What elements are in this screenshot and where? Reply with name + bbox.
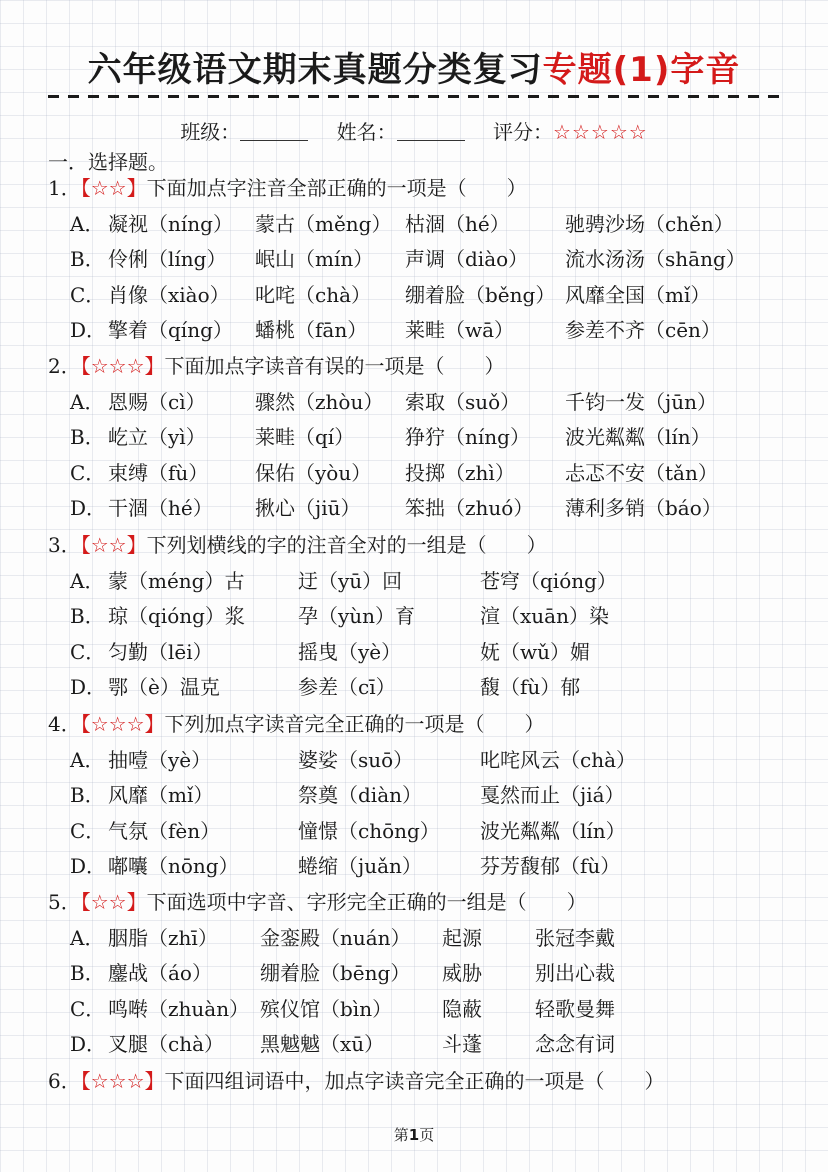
difficulty-stars: 【☆☆☆】 [80,354,165,378]
option-item: 狰狞（níng） [405,425,530,450]
option-item: 孕（yùn）育 [298,604,416,629]
option-item: 投掷（zhì） [405,460,515,485]
option-item: 参差（cī） [298,675,396,700]
student-info-bar [0,116,828,145]
question-stem [48,174,527,202]
option-letter[interactable]: B． [70,425,105,450]
question-stem [48,710,545,738]
option-item: 叱咤（chà） [255,282,372,307]
option-letter[interactable]: B． [70,604,105,629]
footer-suffix: 页 [419,1126,435,1144]
name-label: 姓名： [336,120,397,144]
option-letter[interactable]: C． [70,639,106,664]
question-text: 下列加点字读音完全正确的一项是（ ） [164,712,545,736]
option-letter[interactable]: A． [70,747,105,772]
option-item: 保佑（yòu） [255,460,372,485]
option-item: 莱畦（qí） [255,425,355,450]
option-letter[interactable]: B． [70,247,105,272]
option-item: 驰骋沙场（chěn） [565,211,734,236]
option-item: 伶俐（líng） [108,247,227,272]
option-item: 枯涸（hé） [405,211,510,236]
option-item: 祭奠（diàn） [298,783,423,808]
option-letter[interactable]: C． [70,818,106,843]
option-letter[interactable]: B． [70,783,105,808]
option-item: 隐蔽 [442,996,482,1021]
option-item: 轻歌曼舞 [535,996,615,1021]
option-item: 蒙（méng）古 [108,568,245,593]
option-item: 威胁 [442,961,482,986]
question-stem [48,531,547,559]
option-item: 绷着脸（běng） [405,282,556,307]
option-item: 迂（yū）回 [298,568,403,593]
option-letter[interactable]: D． [70,675,107,700]
option-item: 干涸（hé） [108,496,213,521]
option-item: 芬芳馥郁（fù） [480,854,621,879]
option-item: 蟠桃（fān） [255,318,368,343]
class-blank[interactable] [240,122,308,141]
option-item: 波光粼粼（lín） [565,425,711,450]
question-stem [48,888,587,916]
option-item: 嘟囔（nōng） [108,854,239,879]
question-text: 下面加点字读音有误的一项是（ ） [164,354,505,378]
option-item: 肖像（xiào） [108,282,230,307]
class-label: 班级： [180,120,241,144]
option-item: 擎着（qíng） [108,318,233,343]
question-stem [48,352,505,380]
option-item: 索取（suǒ） [405,389,521,414]
option-item: 揪心（jiū） [255,496,361,521]
option-item: 鏖战（áo） [108,961,212,986]
option-item: 恩赐（cì） [108,389,206,414]
option-letter[interactable]: D． [70,496,107,521]
option-item: 忐忑不安（tǎn） [565,460,718,485]
option-item: 胭脂（zhī） [108,925,218,950]
option-item: 薄利多销（báo） [565,496,722,521]
option-item: 流水汤汤（shāng） [565,247,746,272]
question-number: 1． [48,176,81,200]
question-text: 下面加点字注音全部正确的一项是（ ） [146,176,527,200]
option-item: 憧憬（chōng） [298,818,440,843]
name-blank[interactable] [397,122,465,141]
option-item: 渲（xuān）染 [480,604,609,629]
option-item: 绷着脸（bēng） [260,961,411,986]
page-number: 1 [408,1126,420,1144]
question-number: 3． [48,533,81,557]
option-item: 抽噎（yè） [108,747,212,772]
question-number: 5． [48,890,81,914]
score-stars: ☆☆☆☆☆ [553,120,648,144]
option-letter[interactable]: C． [70,282,106,307]
title-highlight: 专题(1)字音 [542,50,741,90]
option-item: 凝视（níng） [108,211,233,236]
score-label: 评分： [493,120,554,144]
option-item: 波光粼粼（lín） [480,818,626,843]
option-item: 参差不齐（cēn） [565,318,721,343]
option-item: 婆娑（suō） [298,747,414,772]
option-item: 张冠李戴 [535,925,615,950]
option-letter[interactable]: C． [70,460,106,485]
question-number: 4． [48,712,81,736]
option-item: 馥（fù）郁 [480,675,581,700]
question-text: 下面四组词语中，加点字读音完全正确的一项是（ ） [164,1069,665,1093]
option-item: 摇曳（yè） [298,639,402,664]
option-item: 气氛（fèn） [108,818,221,843]
option-item: 妩（wǔ）媚 [480,639,590,664]
option-item: 戛然而止（jiá） [480,783,625,808]
option-item: 鸣啭（zhuàn） [108,996,250,1021]
question-text: 下列划横线的字的注音全对的一组是（ ） [146,533,547,557]
option-item: 叱咤风云（chà） [480,747,637,772]
option-item: 金銮殿（nuán） [260,925,411,950]
title-main: 六年级语文期末真题分类复习 [87,50,543,90]
option-item: 风靡（mǐ） [108,783,214,808]
option-item: 念念有词 [535,1032,615,1057]
option-item: 黑魆魆（xū） [260,1032,385,1057]
difficulty-stars: 【☆☆】 [80,890,147,914]
option-item: 鄂（è）温克 [108,675,220,700]
option-letter[interactable]: A． [70,211,105,236]
option-letter[interactable]: C． [70,996,106,1021]
footer-prefix: 第 [393,1126,409,1144]
option-item: 起源 [442,925,482,950]
dashed-divider [48,95,780,98]
difficulty-stars: 【☆☆】 [80,176,147,200]
question-number: 2． [48,354,81,378]
option-letter[interactable]: D． [70,318,107,343]
option-letter[interactable]: B． [70,961,105,986]
option-item: 琼（qióng）浆 [108,604,245,629]
difficulty-stars: 【☆☆】 [80,533,147,557]
option-letter[interactable]: A． [70,925,105,950]
question-stem [48,1067,665,1095]
page-title [0,42,828,91]
question-number: 6． [48,1069,81,1093]
option-letter[interactable]: D． [70,1032,107,1057]
option-item: 殡仪馆（bìn） [260,996,393,1021]
option-item: 笨拙（zhuó） [405,496,534,521]
option-letter[interactable]: A． [70,389,105,414]
section-heading: 一．选择题。 [48,150,168,174]
option-item: 叉腿（chà） [108,1032,225,1057]
difficulty-stars: 【☆☆☆】 [80,712,165,736]
difficulty-stars: 【☆☆☆】 [80,1069,165,1093]
option-item: 莱畦（wā） [405,318,515,343]
question-text: 下面选项中字音、字形完全正确的一组是（ ） [146,890,587,914]
option-item: 屹立（yì） [108,425,206,450]
option-item: 千钧一发（jūn） [565,389,717,414]
page-footer [0,1124,828,1145]
option-item: 骤然（zhòu） [255,389,384,414]
option-item: 蜷缩（juǎn） [298,854,422,879]
option-item: 声调（diào） [405,247,529,272]
option-letter[interactable]: A． [70,568,105,593]
option-item: 蒙古（měng） [255,211,392,236]
option-item: 别出心裁 [535,961,615,986]
option-item: 岷山（mín） [255,247,374,272]
option-item: 匀勤（lēi） [108,639,213,664]
option-item: 苍穹（qióng） [480,568,617,593]
option-item: 束缚（fù） [108,460,209,485]
option-letter[interactable]: D． [70,854,107,879]
option-item: 斗蓬 [442,1032,482,1057]
option-item: 风靡全国（mǐ） [565,282,711,307]
